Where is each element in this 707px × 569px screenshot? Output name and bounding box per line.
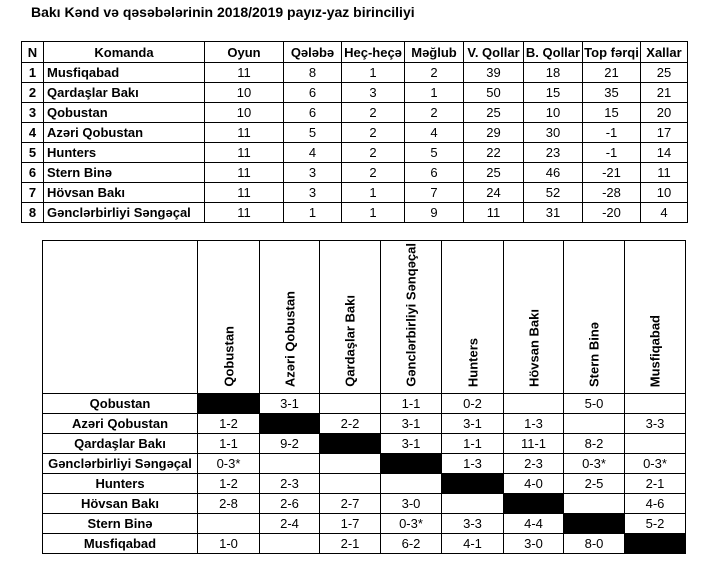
standings-cell: 2 [22,83,44,103]
matrix-row [43,474,686,494]
standings-table [21,41,688,223]
standings-cell: 4 [22,123,44,143]
standings-cell: 2 [405,103,464,123]
matrix-column-header [381,241,442,394]
standings-cell: 3 [284,163,342,183]
standings-cell: 17 [641,123,688,143]
matrix-diagonal-cell [625,534,686,554]
standings-cell: -1 [583,143,641,163]
matrix-column-label: Qobustan [221,326,236,387]
match-result-cell: 2-1 [320,534,381,554]
match-result-cell: 1-0 [198,534,260,554]
match-result-cell [625,394,686,414]
standings-cell: 11 [641,163,688,183]
standings-cell: 20 [641,103,688,123]
standings-cell: 25 [464,163,524,183]
matrix-row-label: Gənclərbirliyi Səngəçal [43,454,198,474]
standings-header-cell: Oyun [205,42,284,63]
standings-header-row [22,42,688,63]
standings-cell: 4 [284,143,342,163]
team-name-cell: Musfiqabad [44,63,205,83]
standings-cell: 25 [464,103,524,123]
standings-row [22,163,688,183]
matrix-row-label: Hunters [43,474,198,494]
match-result-cell: 0-3* [198,454,260,474]
matrix-row-label: Azəri Qobustan [43,414,198,434]
matrix-diagonal-cell [564,514,625,534]
standings-cell: -1 [583,123,641,143]
match-result-cell [442,494,504,514]
standings-cell: 23 [524,143,583,163]
match-result-cell: 2-3 [504,454,564,474]
matrix-row-label: Qardaşlar Bakı [43,434,198,454]
team-name-cell: Qardaşlar Bakı [44,83,205,103]
standings-cell: 11 [205,203,284,223]
match-result-cell: 8-2 [564,434,625,454]
match-result-cell [625,434,686,454]
matrix-row [43,394,686,414]
standings-cell: 10 [524,103,583,123]
matrix-row-label: Qobustan [43,394,198,414]
match-result-cell: 0-3* [381,514,442,534]
match-result-cell [504,394,564,414]
standings-cell: 5 [22,143,44,163]
matrix-diagonal-cell [442,474,504,494]
match-result-cell: 9-2 [260,434,320,454]
standings-cell: 30 [524,123,583,143]
standings-cell: 35 [583,83,641,103]
standings-cell: 11 [205,123,284,143]
matrix-diagonal-cell [381,454,442,474]
standings-cell: 25 [641,63,688,83]
match-result-cell: 1-2 [198,474,260,494]
standings-header-cell: Məğlub [405,42,464,63]
matrix-column-header [442,241,504,394]
standings-cell: 2 [342,163,405,183]
match-result-cell: 4-1 [442,534,504,554]
standings-cell: 4 [405,123,464,143]
matrix-row [43,514,686,534]
standings-header-cell: Qələbə [284,42,342,63]
match-result-cell: 1-1 [381,394,442,414]
match-result-cell: 3-1 [442,414,504,434]
match-result-cell: 0-3* [564,454,625,474]
match-result-cell: 0-3* [625,454,686,474]
standings-cell: 1 [405,83,464,103]
standings-cell: 10 [205,83,284,103]
matrix-column-label: Musfiqabad [647,314,663,387]
match-result-cell: 2-7 [320,494,381,514]
standings-cell: 15 [524,83,583,103]
match-result-cell: 8-0 [564,534,625,554]
standings-cell: 1 [22,63,44,83]
standings-cell: 24 [464,183,524,203]
match-result-cell [320,474,381,494]
standings-cell: 1 [342,183,405,203]
standings-cell: 1 [284,203,342,223]
standings-cell: -20 [583,203,641,223]
matrix-row [43,434,686,454]
match-result-cell: 3-3 [442,514,504,534]
matrix-row-label: Stern Binə [43,514,198,534]
match-result-cell: 4-6 [625,494,686,514]
standings-cell: 4 [641,203,688,223]
standings-row [22,123,688,143]
standings-cell: 5 [284,123,342,143]
match-result-cell [320,454,381,474]
standings-cell: 8 [284,63,342,83]
matrix-column-label: Stern Binə [586,321,602,387]
matrix-column-header [625,241,686,394]
team-name-cell: Stern Binə [44,163,205,183]
match-result-cell: 4-0 [504,474,564,494]
standings-cell: 11 [205,183,284,203]
standings-header-cell: Komanda [44,42,205,63]
page-title: Bakı Kənd və qəsəbələrinin 2018/2019 payız-yaz birinciliyi [31,4,415,20]
standings-cell: 7 [22,183,44,203]
standings-header-cell: V. Qollar [464,42,524,63]
matrix-row-label: Musfiqabad [43,534,198,554]
standings-header-cell: B. Qollar [524,42,583,63]
standings-cell: 21 [583,63,641,83]
matrix-column-header [260,241,320,394]
matrix-diagonal-cell [320,434,381,454]
match-result-cell [320,394,381,414]
standings-cell: 31 [524,203,583,223]
standings-cell: 14 [641,143,688,163]
standings-row [22,203,688,223]
standings-cell: 39 [464,63,524,83]
match-result-cell: 1-2 [198,414,260,434]
standings-cell: 2 [342,143,405,163]
match-result-cell: 3-1 [381,434,442,454]
standings-cell: 11 [205,143,284,163]
match-result-cell [198,514,260,534]
standings-row [22,183,688,203]
standings-cell: 2 [342,103,405,123]
standings-row [22,143,688,163]
standings-cell: 2 [405,63,464,83]
standings-cell: 1 [342,63,405,83]
match-result-cell: 3-1 [260,394,320,414]
standings-row [22,83,688,103]
match-result-cell: 1-1 [442,434,504,454]
results-matrix [42,240,686,554]
standings-cell: 10 [205,103,284,123]
match-result-cell: 4-4 [504,514,564,534]
standings-cell: 3 [284,183,342,203]
match-result-cell: 1-3 [504,414,564,434]
standings-cell: 18 [524,63,583,83]
standings-cell: 6 [405,163,464,183]
matrix-corner-cell [43,241,198,394]
standings-cell: 22 [464,143,524,163]
team-name-cell: Hunters [44,143,205,163]
match-result-cell: 1-7 [320,514,381,534]
matrix-column-label: Azəri Qobustan [282,290,297,387]
standings-header-cell: Top fərqi [583,42,641,63]
match-result-cell: 2-8 [198,494,260,514]
standings-cell: 6 [22,163,44,183]
standings-cell: 7 [405,183,464,203]
match-result-cell: 6-2 [381,534,442,554]
match-result-cell [260,534,320,554]
standings-row [22,63,688,83]
match-result-cell: 3-0 [504,534,564,554]
match-result-cell: 2-1 [625,474,686,494]
matrix-diagonal-cell [260,414,320,434]
standings-cell: 52 [524,183,583,203]
match-result-cell: 2-2 [320,414,381,434]
standings-cell: 5 [405,143,464,163]
standings-cell: 3 [22,103,44,123]
match-result-cell: 2-6 [260,494,320,514]
match-result-cell [381,474,442,494]
matrix-column-label: Qardaşlar Bakı [342,295,358,387]
matrix-row [43,534,686,554]
matrix-column-label: Gənclərbirliyi Sənqəçal [403,243,419,387]
match-result-cell: 2-5 [564,474,625,494]
standings-cell: 1 [342,203,405,223]
standings-cell: 10 [641,183,688,203]
standings-cell: 46 [524,163,583,183]
team-name-cell: Qobustan [44,103,205,123]
standings-cell: 21 [641,83,688,103]
match-result-cell: 11-1 [504,434,564,454]
team-name-cell: Azəri Qobustan [44,123,205,143]
team-name-cell: Hövsan Bakı [44,183,205,203]
match-result-cell: 1-1 [198,434,260,454]
matrix-row [43,414,686,434]
matrix-diagonal-cell [504,494,564,514]
standings-cell: 11 [205,63,284,83]
standings-header-cell: Heç-heçə [342,42,405,63]
standings-row [22,103,688,123]
team-name-cell: Gənclərbirliyi Səngəçal [44,203,205,223]
matrix-header-row [43,241,686,394]
matrix-column-header [320,241,381,394]
match-result-cell: 0-2 [442,394,504,414]
standings-cell: 11 [205,163,284,183]
standings-cell: 11 [464,203,524,223]
matrix-diagonal-cell [198,394,260,414]
match-result-cell: 1-3 [442,454,504,474]
match-result-cell: 3-0 [381,494,442,514]
standings-header-cell: Xallar [641,42,688,63]
standings-cell: 9 [405,203,464,223]
standings-cell: 6 [284,103,342,123]
matrix-column-header [564,241,625,394]
standings-cell: 2 [342,123,405,143]
matrix-column-header [504,241,564,394]
standings-cell: 15 [583,103,641,123]
standings-cell: 3 [342,83,405,103]
matrix-column-header [198,241,260,394]
standings-cell: 29 [464,123,524,143]
matrix-row [43,454,686,474]
standings-cell: 50 [464,83,524,103]
match-result-cell [260,454,320,474]
standings-cell: 8 [22,203,44,223]
standings-cell: -28 [583,183,641,203]
match-result-cell: 5-0 [564,394,625,414]
matrix-row-label: Hövsan Bakı [43,494,198,514]
match-result-cell: 3-1 [381,414,442,434]
standings-cell: 6 [284,83,342,103]
match-result-cell: 5-2 [625,514,686,534]
matrix-column-label: Hövsan Bakı [526,308,541,387]
standings-cell: -21 [583,163,641,183]
match-result-cell: 3-3 [625,414,686,434]
matrix-row [43,494,686,514]
match-result-cell [564,414,625,434]
match-result-cell: 2-3 [260,474,320,494]
standings-header-cell: N [22,42,44,63]
matrix-column-label: Hunters [465,337,480,387]
match-result-cell: 2-4 [260,514,320,534]
match-result-cell [564,494,625,514]
